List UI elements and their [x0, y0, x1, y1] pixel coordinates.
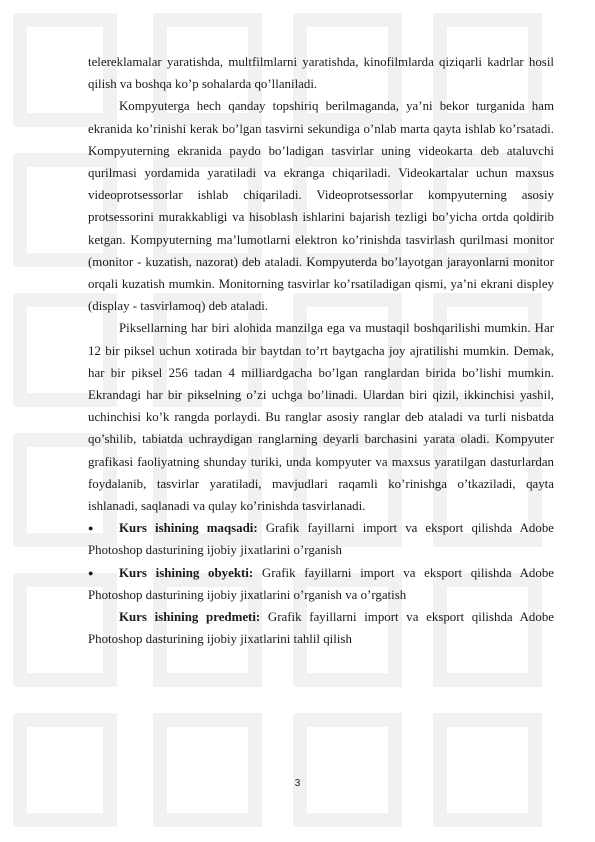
- object-label: Kurs ishining obyekti:: [119, 565, 254, 580]
- goal-item-maqsadi: [88, 517, 554, 561]
- goal-label: Kurs ishining maqsadi:: [119, 521, 258, 536]
- goal-item-obyekti: [88, 562, 554, 606]
- goal-text: Grafik fayillarni import va eksport qilishda Adobe Photoshop dasturining ijobiy jixatlarini o’rganish: [88, 521, 554, 558]
- paragraph-1: telereklamalar yaratishda, multfilmlarni yaratishda, kinofilmlarda qiziqarli kadrlar hosil qilish va boshqa ko’p sohalarda qo’llaniladi.: [88, 55, 554, 92]
- page-number: 3: [294, 778, 301, 789]
- paragraph-2: Kompyuterga hech qanday topshiriq berilmaganda, ya’ni bekor turganida ham ekranida ko’rinishi kerak bo’lgan tasvirni sekundiga o’nlab marta qayta ishlab ko’rsatadi. Kompyuterning ekranida paydo bo’ladigan tasvirlar uning videokarta deb ataluvchi qurilmasi yordamida yaratiladi va ekranga chiqariladi. Videokartalar uchun maxsus videoprotsessorlar ishlab chiqariladi. Videoprotsessorlar kompyuterning asosiy protsessorini murakkabligi va hisoblash ishlarini bajarish tezligi bo’yicha ortda qoldirib ketgan. Kompyuterning ma’lumotlarni elektron ko’rinishda tasvirlash qurilmasi monitor (monitor - kuzatish, nazorat) deb ataladi. Kompyuterda bo’layotgan jarayonlarni monitor orqali kuzatish mumkin. Monitorning tasvirlar ko’rsatiladigan qismi, ya’ni ekrani displey (display - tasvirlamoq) deb ataladi.: [88, 99, 554, 314]
- bullet-icon: ●: [88, 523, 94, 534]
- object-text: Grafik fayillarni import va eksport qilishda Adobe Photoshop dasturining ijobiy jixatlarini o’rganish va o’rgatish: [88, 565, 554, 602]
- body-text: [88, 51, 554, 650]
- bullet-icon: ●: [88, 567, 94, 578]
- subject-paragraph: [88, 606, 554, 650]
- paragraph-3: Piksellarning har biri alohida manzilga ega va mustaqil boshqarilishi mumkin. Har 12 bir piksel uchun xotirada bir baytdan to’rt baytgacha joy ajratilishi mumkin. Demak, har bir piksel 256 tadan 4 milliardgacha bo’lgan ranglardan birida bo’lishi mumkin. Ekrandagi har bir pikselning o’zi uchga bo’linadi. Ulardan biri qizil, ikkinchisi yashil, uchinchisi ko’k rangda porlaydi. Bu ranglar asosiy ranglar deb ataladi va turli nisbatda qo’shilib, tabiatda uchraydigan ranglarning deyarli barchasini yarata oladi. Kompyuter grafikasi faoliyatning shunday turiki, unda kompyuter va maxsus yaratilgan dasturlardan foydalanib, tasvirlar yaratiladi, mavjudlari raqamli ko’rinishga o’tkaziladi, qayta ishlanadi, saqlanadi va qulay ko’rinishda tasvirlanadi.: [88, 321, 554, 514]
- subject-label: Kurs ishining predmeti:: [119, 610, 261, 625]
- subject-text: Grafik fayillarni import va eksport qilishda Adobe Photoshop dasturining ijobiy jixatlarini tahlil qilish: [88, 610, 554, 647]
